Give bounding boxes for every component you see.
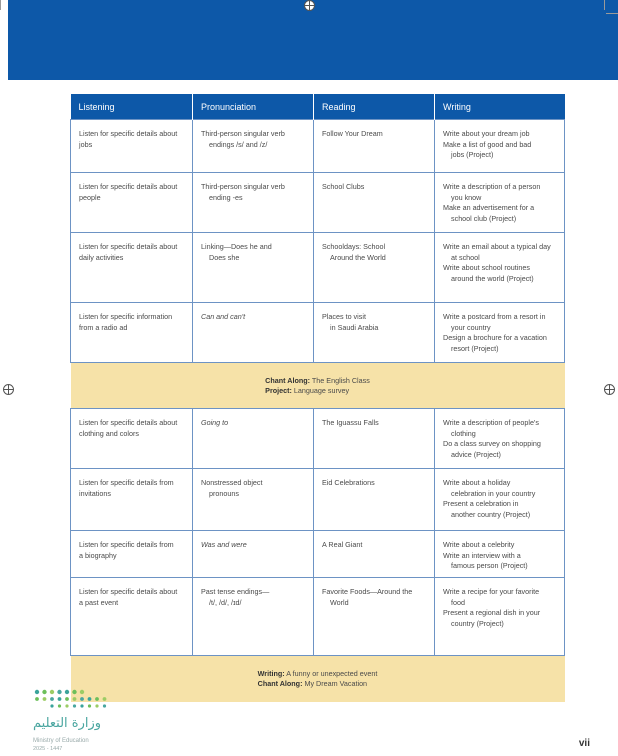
- cell-listening: [71, 173, 193, 233]
- unit-summary: [71, 363, 565, 409]
- unit-summary: [71, 656, 565, 702]
- table-row: [71, 469, 565, 531]
- cell-pronunciation: [193, 469, 314, 531]
- logo-dot: [73, 704, 76, 707]
- cell-line: people: [79, 192, 101, 202]
- cell-line: country (Project): [451, 618, 504, 628]
- cell-line: Write about a celebrity: [443, 540, 515, 549]
- cell-line: at school: [451, 252, 480, 262]
- cell-line: Listen for specific details about: [79, 418, 178, 427]
- summary-value: A funny or unexpected event: [284, 668, 378, 678]
- cell-listening: [71, 409, 193, 469]
- table-row: [71, 409, 565, 469]
- column-header: Reading: [314, 94, 435, 120]
- crop-mark: [0, 0, 1, 10]
- cell-line: a biography: [79, 550, 117, 560]
- cell-listening: [71, 233, 193, 303]
- cell-line: Was and were: [201, 540, 247, 549]
- logo-dot: [95, 697, 99, 701]
- registration-mark-icon: [604, 384, 615, 395]
- page-number: vii: [578, 738, 590, 749]
- cell-reading: [314, 578, 435, 656]
- cell-line: resort (Project): [451, 343, 499, 353]
- cell-line: food: [451, 597, 465, 607]
- table-row: [71, 578, 565, 656]
- cell-writing: [435, 173, 565, 233]
- cell-writing: [435, 303, 565, 363]
- logo-dot: [88, 704, 91, 707]
- unit-summary-row: [71, 656, 565, 702]
- table-row: [71, 120, 565, 173]
- cell-writing: [435, 531, 565, 578]
- logo-dot: [65, 690, 69, 694]
- logo-dot: [42, 690, 46, 694]
- cell-reading: [314, 173, 435, 233]
- cell-line: Make an advertisement for a: [443, 203, 535, 212]
- cell-reading: [314, 531, 435, 578]
- cell-pronunciation: [193, 120, 314, 173]
- logo-dot: [50, 697, 54, 701]
- cell-line: school club (Project): [451, 213, 517, 223]
- logo-dot: [58, 704, 61, 707]
- column-header: Writing: [435, 94, 565, 120]
- cell-listening: [71, 578, 193, 656]
- cell-line: jobs (Project): [451, 150, 494, 159]
- cell-pronunciation: [193, 173, 314, 233]
- scope-and-sequence-table: [70, 94, 565, 702]
- cell-line: World: [330, 597, 349, 607]
- cell-listening: [71, 469, 193, 531]
- summary-label: Chant Along:: [265, 375, 311, 385]
- cell-line: famous person (Project): [451, 561, 528, 570]
- logo-dot: [65, 697, 69, 701]
- table-row: [71, 173, 565, 233]
- cell-line: Nonstressed object: [201, 478, 263, 487]
- cell-writing: [435, 120, 565, 173]
- cell-listening: [71, 531, 193, 578]
- table-row: [71, 233, 565, 303]
- cell-pronunciation: [193, 531, 314, 578]
- cell-line: Write about your dream job: [443, 129, 530, 138]
- cell-line: a past event: [79, 597, 119, 607]
- cell-line: Does she: [209, 252, 240, 262]
- cell-line: jobs: [79, 139, 93, 149]
- cell-line: ending -es: [209, 192, 243, 202]
- cell-line: Write an interview with a: [443, 550, 521, 560]
- table-row: [71, 303, 565, 363]
- summary-value: Language survey: [291, 385, 350, 395]
- cell-line: Linking—Does he and: [201, 242, 272, 251]
- cell-line: clothing and colors: [79, 428, 139, 438]
- cell-listening: [71, 303, 193, 363]
- cell-line: Listen for specific details about: [79, 242, 178, 251]
- cell-line: Present a regional dish in your: [443, 608, 541, 617]
- logo-dot: [50, 704, 53, 707]
- cell-reading: [314, 469, 435, 531]
- column-header: Pronunciation: [193, 94, 314, 120]
- cell-line: Listen for specific details from: [79, 478, 174, 487]
- cell-line: Listen for specific details about: [79, 182, 178, 191]
- cell-line: Follow Your Dream: [322, 129, 383, 138]
- summary-label: Writing:: [257, 668, 285, 678]
- cell-line: Present a celebration in: [443, 499, 519, 508]
- cell-line: in Saudi Arabia: [330, 322, 379, 332]
- cell-line: Write about a holiday: [443, 478, 511, 487]
- cell-line: Third-person singular verb: [201, 182, 285, 191]
- cell-line: Make a list of good and bad: [443, 139, 532, 149]
- cell-line: Listen for specific details from: [79, 540, 174, 549]
- cell-line: Third-person singular verb: [201, 129, 285, 138]
- cell-writing: [435, 233, 565, 303]
- logo-dot: [57, 690, 61, 694]
- cell-line: your country: [451, 322, 491, 332]
- summary-value: The English Class: [310, 375, 370, 385]
- cell-line: Write a description of people's: [443, 418, 539, 427]
- logo-dot: [58, 697, 62, 701]
- crop-mark: [604, 0, 605, 10]
- logo-dots-icon: [33, 688, 113, 712]
- cell-line: A Real Giant: [322, 540, 363, 549]
- logo-dot: [65, 704, 68, 707]
- cell-pronunciation: [193, 409, 314, 469]
- registration-mark-icon: [3, 384, 14, 395]
- logo-dot: [103, 697, 107, 701]
- cell-reading: [314, 409, 435, 469]
- logo-dot: [103, 704, 106, 707]
- cell-line: The Iguassu Falls: [322, 418, 379, 427]
- cell-line: Schooldays: School: [322, 242, 386, 251]
- logo-dot: [80, 704, 83, 707]
- cell-line: Favorite Foods—Around the: [322, 587, 413, 596]
- cell-line: advice (Project): [451, 449, 501, 459]
- logo-dot: [88, 697, 92, 701]
- ministry-english-name: Ministry of Education: [33, 738, 89, 744]
- ministry-arabic-name: وزارة التعليم: [33, 716, 102, 731]
- cell-line: Eid Celebrations: [322, 478, 375, 487]
- cell-reading: [314, 120, 435, 173]
- cell-line: Listen for specific information: [79, 312, 173, 321]
- unit-summary-row: [71, 363, 565, 409]
- logo-dot: [95, 704, 98, 707]
- cell-line: Can and can't: [201, 312, 246, 321]
- cell-line: Design a brochure for a vacation: [443, 333, 547, 342]
- logo-dot: [35, 697, 39, 701]
- cell-line: endings /s/ and /z/: [209, 139, 268, 149]
- cell-writing: [435, 578, 565, 656]
- cell-line: pronouns: [209, 488, 239, 498]
- cell-line: Around the World: [330, 252, 386, 262]
- cell-line: invitations: [79, 488, 111, 498]
- column-header: Listening: [71, 94, 193, 120]
- summary-value: My Dream Vacation: [302, 678, 368, 688]
- cell-line: another country (Project): [451, 509, 531, 519]
- cell-line: daily activities: [79, 252, 124, 262]
- cell-line: clothing: [451, 428, 476, 438]
- summary-label: Chant Along:: [257, 678, 303, 688]
- cell-pronunciation: [193, 578, 314, 656]
- logo-dot: [80, 697, 84, 701]
- cell-line: Write a description of a person: [443, 182, 541, 191]
- cell-reading: [314, 303, 435, 363]
- cell-line: Listen for specific details about: [79, 587, 178, 596]
- cell-line: you know: [451, 192, 482, 202]
- ministry-logo: [33, 688, 123, 756]
- cell-writing: [435, 469, 565, 531]
- cell-writing: [435, 409, 565, 469]
- registration-mark-icon: [304, 0, 315, 11]
- ministry-year: 2025 - 1447: [33, 746, 63, 752]
- summary-label: Project:: [265, 385, 292, 395]
- cell-line: Do a class survey on shopping: [443, 439, 541, 448]
- logo-dot: [72, 690, 76, 694]
- cell-pronunciation: [193, 303, 314, 363]
- cell-line: Listen for specific details about: [79, 129, 178, 138]
- logo-dot: [35, 690, 39, 694]
- cell-line: Past tense endings—: [201, 587, 270, 596]
- cell-line: Going to: [201, 418, 229, 427]
- cell-pronunciation: [193, 233, 314, 303]
- logo-dot: [80, 690, 84, 694]
- cell-line: Write an email about a typical day: [443, 242, 551, 251]
- logo-dot: [50, 690, 54, 694]
- logo-dot: [73, 697, 77, 701]
- cell-line: around the world (Project): [451, 273, 534, 283]
- cell-line: Places to visit: [322, 312, 366, 321]
- cell-line: from a radio ad: [79, 322, 128, 332]
- top-banner: [8, 0, 618, 80]
- table-row: [71, 531, 565, 578]
- table-header-row: [71, 94, 565, 120]
- cell-line: celebration in your country: [451, 488, 536, 498]
- logo-dot: [43, 697, 47, 701]
- cell-line: /t/, /d/, /ɪd/: [209, 597, 242, 607]
- crop-mark: [606, 13, 618, 14]
- cell-line: Write about school routines: [443, 263, 530, 272]
- cell-line: Write a postcard from a resort in: [443, 312, 546, 321]
- cell-listening: [71, 120, 193, 173]
- cell-reading: [314, 233, 435, 303]
- cell-line: School Clubs: [322, 182, 365, 191]
- cell-line: Write a recipe for your favorite: [443, 587, 540, 596]
